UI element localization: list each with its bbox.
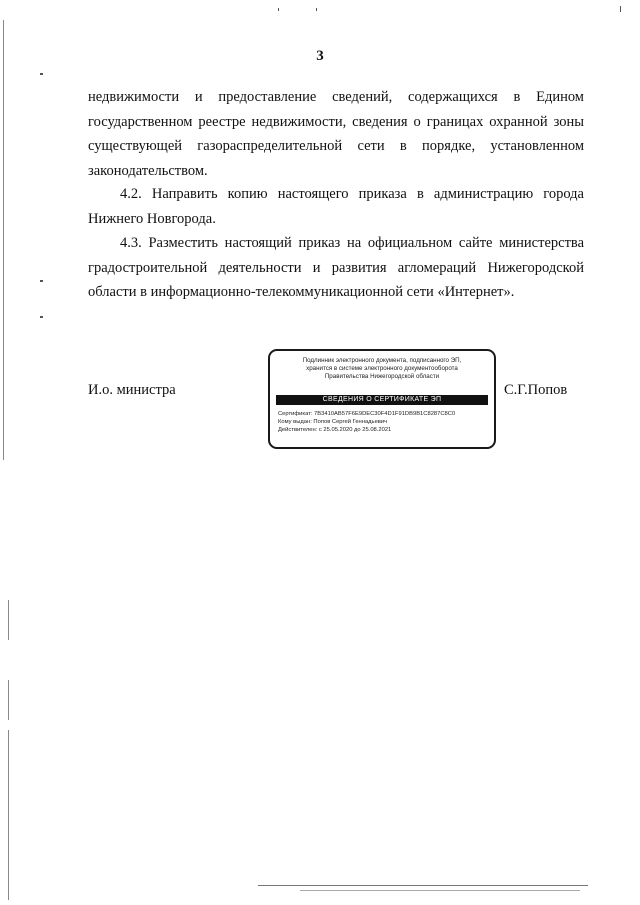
scan-speck xyxy=(40,73,43,75)
scan-speck xyxy=(278,8,279,11)
signatory-name: С.Г.Попов xyxy=(504,382,568,398)
stamp-header-line: хранится в системе электронного документооборота xyxy=(306,365,458,372)
scan-speck xyxy=(316,8,317,11)
text-line: 4.2. Направить копию настоящего приказа в администрацию города xyxy=(120,186,584,202)
text-line: градостроительной деятельности и развития агломераций Нижегородской xyxy=(88,259,584,276)
text-line: Нижнего Новгорода. xyxy=(88,210,216,227)
stamp-header-line: Подлинник электронного документа, подписанного ЭП, xyxy=(302,357,462,364)
issued-to-line: Кому выдан: Попов Сергей Геннадьевич xyxy=(278,419,388,425)
stamp-details xyxy=(278,410,490,434)
paragraph-4-3 xyxy=(88,231,584,305)
scan-speck xyxy=(40,316,43,318)
scan-speck xyxy=(40,280,43,282)
validity-line: Действителен: с 25.05.2020 до 25.08.2021 xyxy=(278,427,392,433)
page-number: 3 xyxy=(316,48,324,64)
stamp-banner: СВЕДЕНИЯ О СЕРТИФИКАТЕ ЭП xyxy=(276,395,488,405)
stamp-header xyxy=(270,357,494,381)
text-line: законодательством. xyxy=(88,162,208,179)
text-line: 4.3. Разместить настоящий приказ на официальном сайте министерства xyxy=(120,235,584,251)
scan-edge-line xyxy=(258,885,588,886)
certificate-line: Сертификат: 7B3410AB57F6E9DEC30F4D1F91DB9B1C8287C8C0 xyxy=(278,411,456,417)
e-signature-stamp xyxy=(268,349,496,449)
text-line: области в информационно-телекоммуникационной сети «Интернет». xyxy=(88,284,515,300)
scan-speck xyxy=(620,6,621,12)
text-line: существующей газораспределительной сети в порядке, установленном xyxy=(88,138,584,154)
paragraph-4-2 xyxy=(88,182,584,231)
scan-edge-mark xyxy=(8,730,9,900)
signatory-title: И.о. министра xyxy=(88,382,176,398)
text-line: недвижимости и предоставление сведений, содержащихся в Едином xyxy=(88,89,584,105)
scan-edge-mark xyxy=(8,680,9,720)
text-line: государственном реестре недвижимости, сведения о границах охранной зоны xyxy=(88,113,584,130)
scan-edge-line xyxy=(300,890,580,891)
scan-edge-mark xyxy=(3,20,4,460)
stamp-header-line: Правительства Нижегородской области xyxy=(324,373,440,380)
scan-edge-mark xyxy=(8,600,9,640)
paragraph-continuation xyxy=(88,85,584,183)
